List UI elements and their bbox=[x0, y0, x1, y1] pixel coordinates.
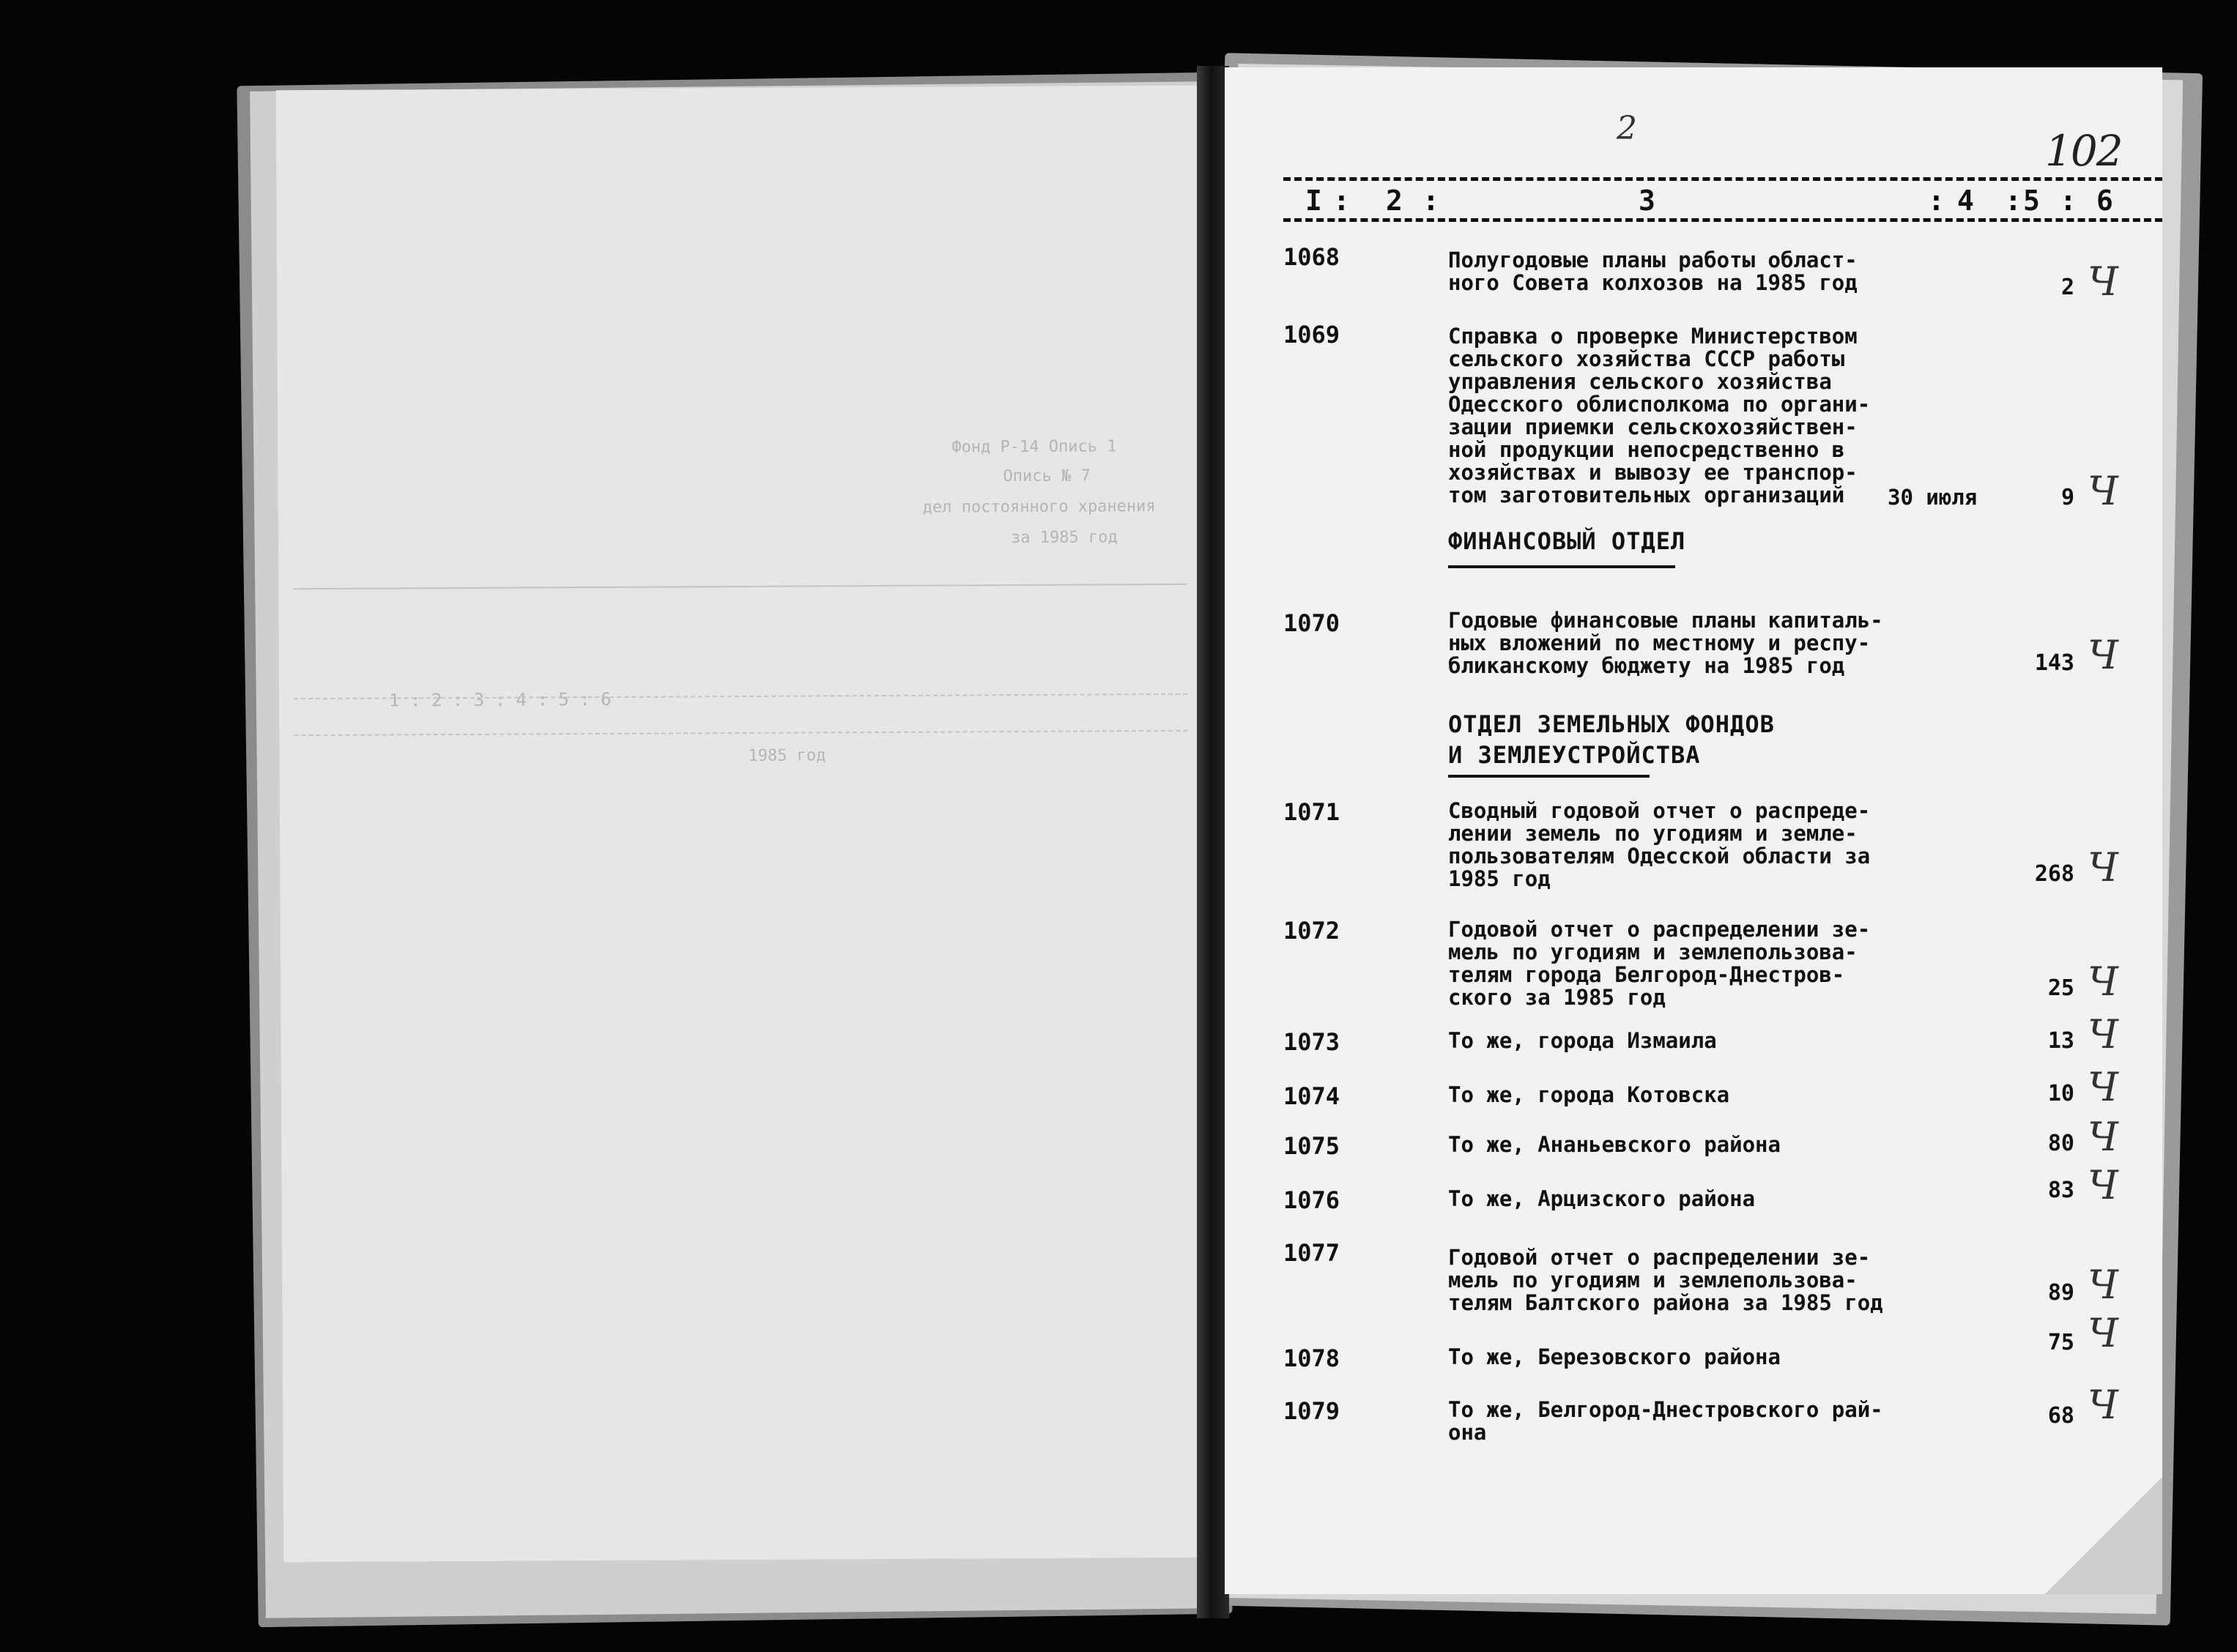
entry-sheet-count: 13 bbox=[2047, 1028, 2074, 1054]
ghost-rule bbox=[293, 584, 1187, 589]
entry-sheet-count: 143 bbox=[2034, 650, 2074, 676]
check-mark: Ч bbox=[2088, 1382, 2118, 1428]
entry-number: 1078 bbox=[1283, 1344, 1340, 1372]
ghost-storage-line: дел постоянного хранения bbox=[922, 497, 1156, 517]
section-heading-land: ОТДЕЛ ЗЕМЕЛЬНЫХ ФОНДОВ bbox=[1448, 710, 1775, 738]
section-heading-finance: ФИНАНСОВЫЙ ОТДЕЛ bbox=[1448, 527, 1686, 555]
folded-corner bbox=[2045, 1477, 2162, 1594]
check-mark: Ч bbox=[2088, 1162, 2118, 1208]
entry-title: Годовые финансовые планы капиталь- ных вложений по местному и респу- бликанскому бюджету на 1985 год bbox=[1448, 608, 1883, 678]
entry-number: 1072 bbox=[1283, 917, 1340, 945]
entry-number: 1076 bbox=[1283, 1186, 1340, 1214]
section-heading-land-cont: И ЗЕМЛЕУСТРОЙСТВА bbox=[1448, 741, 1701, 769]
entry-sheet-count: 89 bbox=[2047, 1280, 2074, 1306]
entry-title: То же, Белгород-Днестровского рай- она bbox=[1448, 1397, 1883, 1445]
column-separator: : bbox=[1422, 185, 1439, 217]
entry-number: 1077 bbox=[1283, 1239, 1340, 1267]
entry-number: 1074 bbox=[1283, 1082, 1340, 1110]
entry-title: То же, города Измаила bbox=[1448, 1028, 1717, 1053]
check-mark: Ч bbox=[2088, 1011, 2118, 1057]
entry-title: То же, Арцизского района bbox=[1448, 1186, 1756, 1211]
column-header-2: 2 bbox=[1386, 185, 1403, 217]
ghost-fond-line: Фонд Р-14 Опись 1 bbox=[951, 437, 1117, 457]
entry-number: 1079 bbox=[1283, 1397, 1340, 1425]
entry-number: 1069 bbox=[1283, 321, 1340, 349]
column-separator: : bbox=[1928, 185, 1945, 217]
entry-title: Годовой отчет о распределении зе- мель по угодиям и землепользова- телям Балтского района за 1985 год bbox=[1448, 1245, 1883, 1315]
entry-number: 1073 bbox=[1283, 1028, 1340, 1056]
entry-title: Годовой отчет о распределении зе- мель по угодиям и землепользова- телям города Белгород-Днестров- ского за 1985 год bbox=[1448, 917, 1871, 1010]
entry-number: 1071 bbox=[1283, 798, 1340, 826]
left-page bbox=[276, 86, 1207, 1563]
section-underline bbox=[1448, 775, 1650, 778]
ghost-rule bbox=[294, 730, 1187, 736]
check-mark: Ч bbox=[2088, 1064, 2118, 1110]
right-page bbox=[1225, 67, 2162, 1594]
ghost-column-header: 1 : 2 : 3 : 4 : 5 : 6 bbox=[389, 688, 612, 711]
entry-sheet-count: 10 bbox=[2047, 1081, 2074, 1106]
column-header-1: I bbox=[1305, 185, 1322, 217]
entry-sheet-count: 83 bbox=[2047, 1177, 2074, 1203]
entry-sheet-count: 268 bbox=[2034, 861, 2074, 887]
entry-title: То же, города Котовска bbox=[1448, 1082, 1730, 1107]
check-mark: Ч bbox=[2088, 1262, 2118, 1308]
entry-sheet-count: 68 bbox=[2047, 1403, 2074, 1429]
entry-title: То же, Березовского района bbox=[1448, 1344, 1781, 1369]
entry-title: Сводный годовой отчет о распреде- лении земель по угодиям и земле- пользователям Одесской области за 1985 год bbox=[1448, 798, 1871, 891]
check-mark: Ч bbox=[2088, 1310, 2118, 1356]
check-mark: Ч bbox=[2088, 468, 2118, 514]
entry-title: Полугодовые планы работы област- ного Совета колхозов на 1985 год bbox=[1448, 248, 1858, 295]
entry-number: 1070 bbox=[1283, 609, 1340, 637]
header-rule-bottom bbox=[1283, 218, 2162, 222]
ghost-year-line: за 1985 год bbox=[1010, 528, 1118, 548]
entry-sheet-count: 9 bbox=[2060, 485, 2074, 510]
entry-number: 1075 bbox=[1283, 1132, 1340, 1160]
entry-sheet-count: 80 bbox=[2047, 1131, 2074, 1156]
check-mark: Ч bbox=[2088, 258, 2118, 305]
entry-title: То же, Ананьевского района bbox=[1448, 1132, 1781, 1157]
entry-number: 1068 bbox=[1283, 243, 1340, 271]
section-underline bbox=[1448, 565, 1675, 568]
ghost-section-year: 1985 год bbox=[748, 746, 826, 765]
check-mark: Ч bbox=[2088, 959, 2118, 1005]
entry-sheet-count: 2 bbox=[2060, 275, 2074, 300]
column-header-3: 3 bbox=[1639, 185, 1655, 217]
column-separator: : bbox=[2005, 185, 2022, 217]
handwritten-sheet-number: 102 bbox=[2045, 126, 2122, 176]
handwritten-page-number: 2 bbox=[1617, 110, 1637, 147]
column-separator: : bbox=[1333, 185, 1350, 217]
entry-sheet-count: 75 bbox=[2047, 1330, 2074, 1355]
entry-title: Справка о проверке Министерством сельского хозяйства СССР работы управления сельского хозяйства Одесского облисполкома по органи- зации приемки сельскохозяйствен- ной продукции непосредственно в хозяйствах и вывозу ее транспор- том заготовительных организаций bbox=[1448, 324, 1871, 507]
check-mark: Ч bbox=[2088, 1114, 2118, 1160]
check-mark: Ч bbox=[2088, 844, 2118, 890]
check-mark: Ч bbox=[2088, 632, 2118, 678]
entry-date: 30 июля bbox=[1888, 485, 1978, 510]
column-separator: : bbox=[2060, 185, 2077, 217]
entry-sheet-count: 25 bbox=[2047, 975, 2074, 1001]
ghost-opis-line: Опись № 7 bbox=[1003, 466, 1091, 486]
header-rule-top bbox=[1283, 177, 2162, 181]
column-header-4: 4 bbox=[1957, 185, 1974, 217]
column-header-5: 5 bbox=[2023, 185, 2040, 217]
column-header-6: 6 bbox=[2096, 185, 2113, 217]
